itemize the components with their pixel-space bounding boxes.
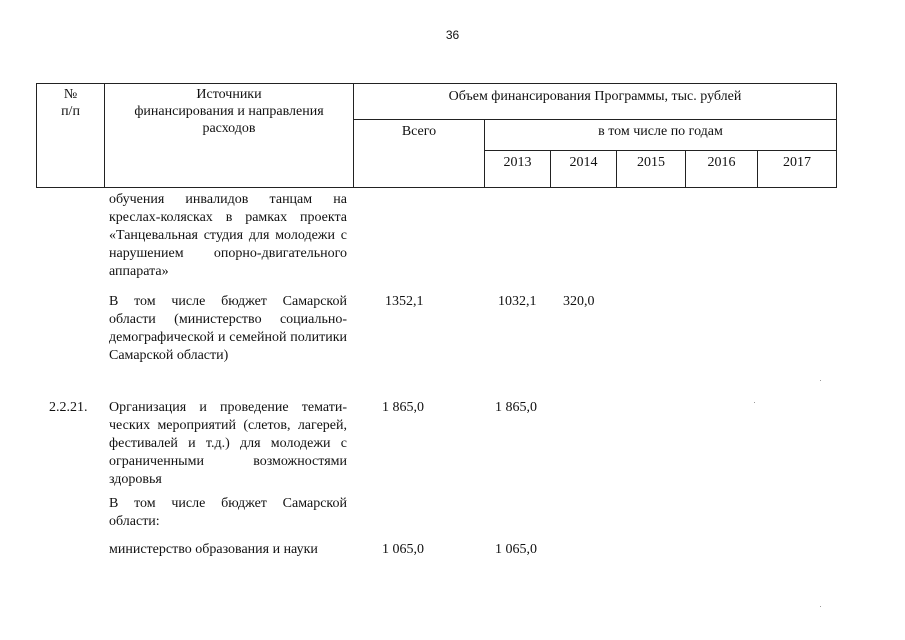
header-top-line	[36, 83, 837, 84]
scan-speck	[820, 606, 821, 607]
row-2014: 320,0	[563, 294, 595, 309]
header-source-column: Источники финансирования и направления расходов	[134, 87, 324, 136]
row-2013: 1032,1	[498, 294, 537, 309]
row-total: 1 865,0	[382, 400, 424, 415]
row-description: министерство образования и науки	[109, 542, 318, 557]
row-total: 1 065,0	[382, 542, 424, 557]
scan-speck	[754, 402, 755, 403]
row-description: обучения инвалидов танцам на креслах-колясках в рамках проекта «Танцевальная студия для молодежи с нарушением опорно-двигательного аппарата»	[109, 192, 347, 279]
header-right-border	[836, 83, 837, 188]
header-by-years: в том числе по годам	[598, 124, 723, 139]
row-number: 2.2.21.	[49, 400, 88, 415]
header-number-column: № п/п	[61, 87, 80, 119]
year-2017: 2017	[783, 155, 811, 170]
row-total: 1352,1	[385, 294, 424, 309]
row-2013: 1 065,0	[495, 542, 537, 557]
row-description: Организация и проведение тематических мероприятий (слетов, лагерей, фестивалей и т.д.) для молодежи с ограниченными возможностями здоровья	[109, 400, 347, 487]
header-total-column: Всего	[401, 124, 437, 139]
header-bottom-line	[36, 187, 837, 188]
row-2013: 1 865,0	[495, 400, 537, 415]
row-description: В том числе бюджет Самарской области (министерство социально-демографической и семейной политики Самарской области)	[109, 294, 347, 363]
header-volume-column: Объем финансирования Программы, тыс. рублей	[448, 89, 742, 104]
year-2015: 2015	[637, 155, 665, 170]
scan-speck	[820, 380, 821, 381]
header-years-line	[484, 150, 837, 151]
year-2013: 2013	[503, 155, 532, 170]
row-description: В том числе бюджет Самарской области:	[109, 496, 347, 529]
year-2014: 2014	[569, 155, 598, 170]
header-mid-line	[353, 119, 837, 120]
year-2016: 2016	[707, 155, 736, 170]
page-number: 36	[445, 28, 460, 42]
